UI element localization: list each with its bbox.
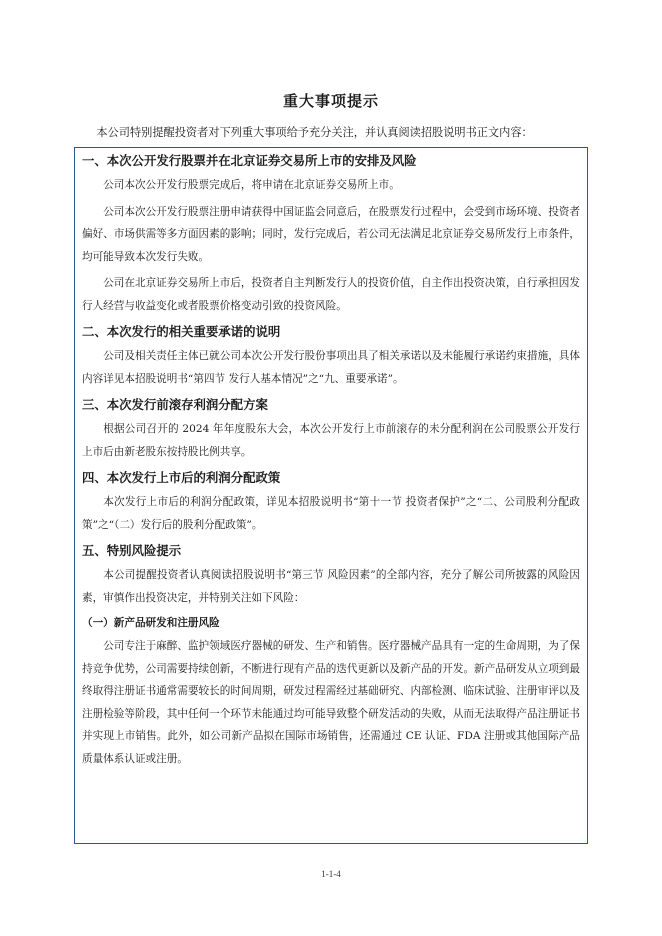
section-1-heading: 一、本次公开发行股票并在北京证券交易所上市的安排及风险	[82, 153, 417, 168]
page-number: 1-1-4	[321, 869, 341, 879]
section-5-paragraph-1: 本公司提醒投资者认真阅读招股说明书“第三节 风险因素”的全部内容，充分了解公司所披露的风险因素，审慎作出投资决定，并特别关注如下风险：	[82, 569, 580, 604]
subsection-1	[82, 615, 580, 770]
section-3	[82, 396, 580, 463]
subsection-1-paragraph: 公司专注于麻醉、监护领域医疗器械的研发、生产和销售。医疗器械产品具有一定的生命周期，为了保持竞争优势，公司需要持续创新，不断进行现有产品的迭代更新以及新产品的开发。新产品研发从立项到最终取得注册证书通常需要较长的时间周期，研发过程需经过基础研究、内部检测、临床试验、注册审评以及注册检验等阶段，其中任何一个环节未能通过均可能导致整个研发活动的失败，从而无法取得产品注册证书并实现上市销售。此外，如公司新产品拟在国际市场销售，还需通过 CE 认证、FDA 注册或其他国际产品质量体系认证或注册。	[82, 640, 580, 765]
section-2-paragraph-1: 公司及相关责任主体已就公司本次公开发行股份事项出具了相关承诺以及未能履行承诺约束措施，具体内容详见本招股说明书“第四节 发行人基本情况”之“九、重要承诺”。	[82, 350, 580, 385]
section-3-heading: 三、本次发行前滚存利润分配方案	[82, 397, 268, 412]
section-2	[82, 323, 580, 390]
section-5-heading: 五、特别风险提示	[82, 543, 182, 558]
section-1-paragraph-3: 公司在北京证券交易所上市后，投资者自主判断发行人的投资价值，自主作出投资决策，自行承担因发行人经营与收益变化或者股票价格变动引致的投资风险。	[82, 277, 580, 312]
section-1-paragraph-1: 公司本次公开发行股票完成后，将申请在北京证券交易所上市。	[103, 179, 400, 191]
section-4	[82, 469, 580, 536]
intro-paragraph: 本公司特别提醒投资者对下列重大事项给予充分关注，并认真阅读招股说明书正文内容：	[96, 126, 533, 139]
highlights-box	[74, 147, 588, 844]
section-5	[82, 542, 580, 609]
section-2-heading: 二、本次发行的相关重要承诺的说明	[82, 324, 281, 339]
page-title: 重大事项提示	[282, 92, 379, 110]
section-4-heading: 四、本次发行上市后的利润分配政策	[82, 470, 281, 485]
subsection-1-heading: （一）新产品研发和注册风险	[82, 617, 220, 629]
section-3-paragraph-1: 根据公司召开的 2024 年年度股东大会，本次公开发行上市前滚存的未分配利润在公司股票公开发行上市后由新老股东按持股比例共享。	[82, 423, 580, 458]
section-1	[82, 152, 580, 317]
section-1-paragraph-2: 公司本次公开发行股票注册申请获得中国证监会同意后，在股票发行过程中，会受到市场环境、投资者偏好、市场供需等多方面因素的影响；同时，发行完成后，若公司无法满足北京证券交易所发行上市条件，均可能导致本次发行失败。	[82, 205, 580, 263]
section-4-paragraph-1: 本次发行上市后的利润分配政策，详见本招股说明书“第十一节 投资者保护”之“二、公司股利分配政策”之“（二）发行后的股利分配政策”。	[82, 496, 580, 531]
